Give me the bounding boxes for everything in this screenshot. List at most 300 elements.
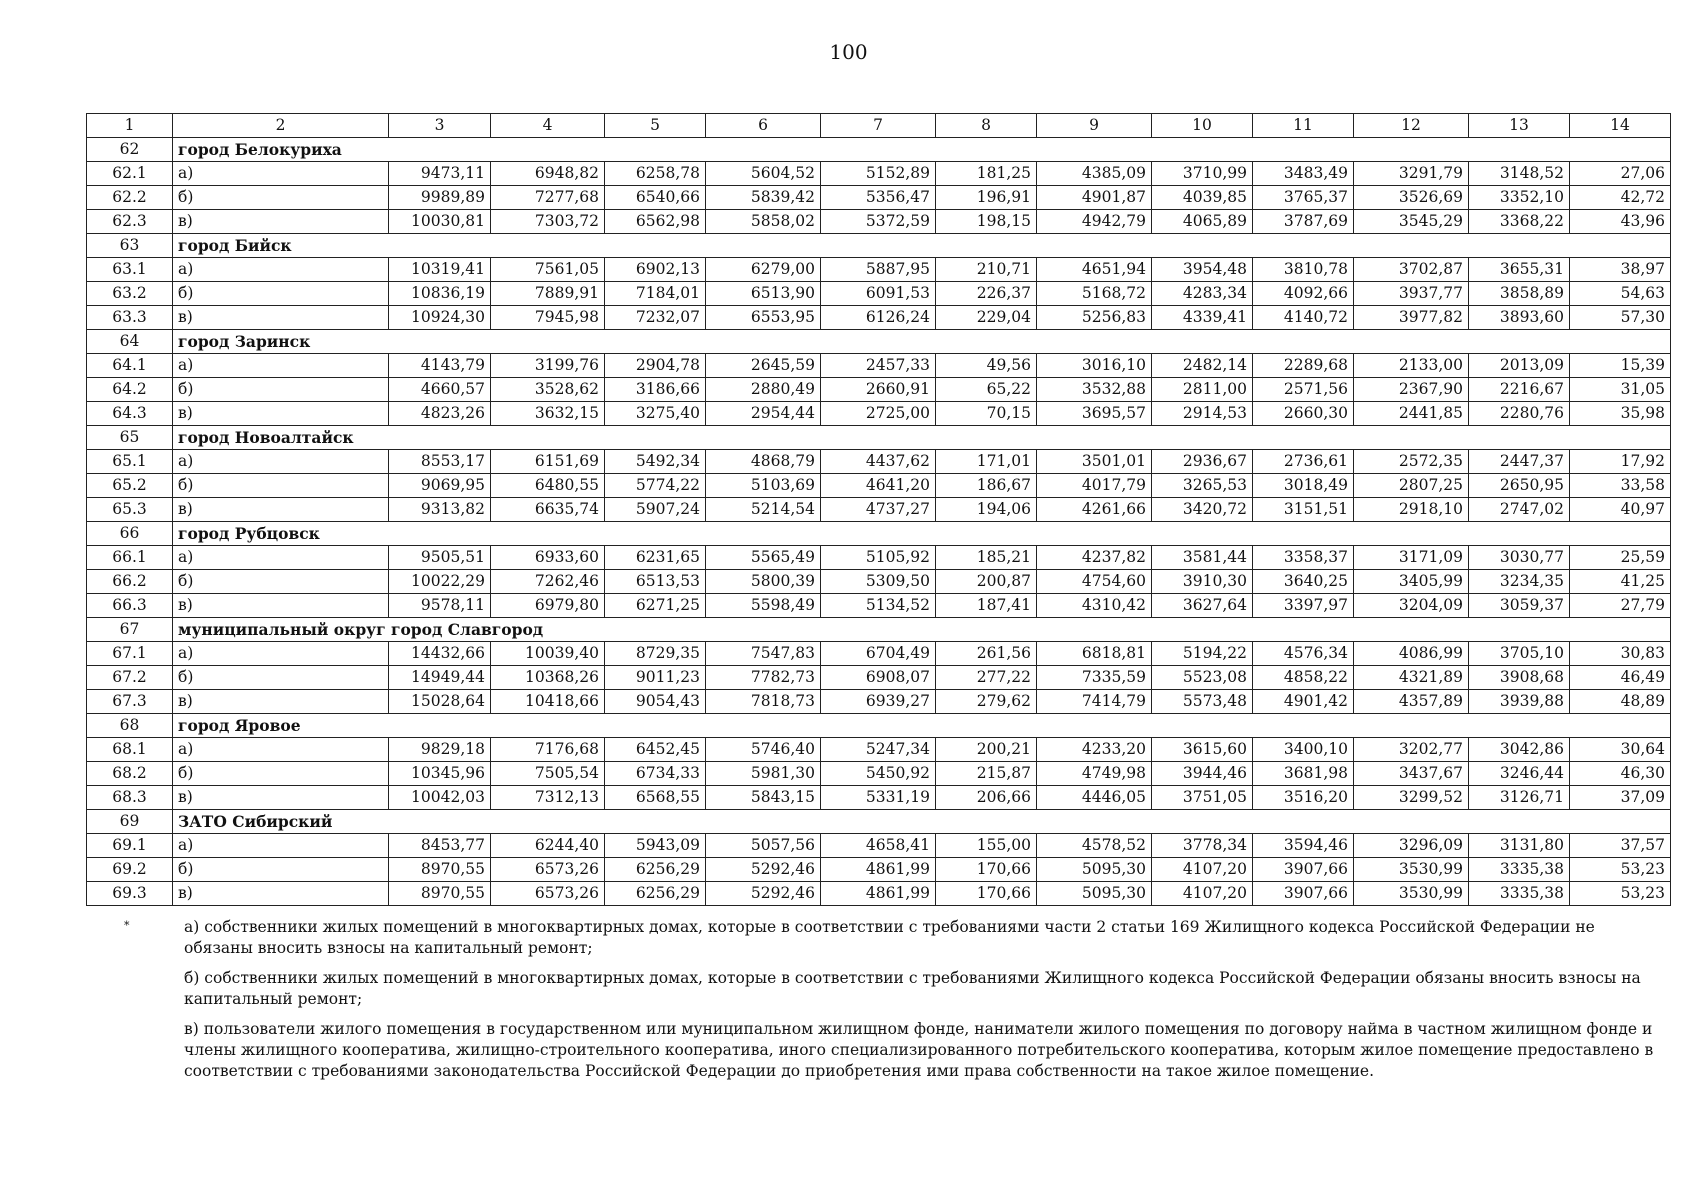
- value-cell: 4092,66: [1253, 282, 1354, 306]
- value-cell: 8729,35: [605, 642, 706, 666]
- value-cell: 6151,69: [491, 450, 605, 474]
- value-cell: 5256,83: [1037, 306, 1152, 330]
- value-cell: 2216,67: [1469, 378, 1570, 402]
- value-cell: 5565,49: [706, 546, 821, 570]
- value-cell: 155,00: [936, 834, 1037, 858]
- row-category: а): [173, 642, 389, 666]
- value-cell: 9054,43: [605, 690, 706, 714]
- value-cell: 3615,60: [1152, 738, 1253, 762]
- value-cell: 2725,00: [821, 402, 936, 426]
- value-cell: 37,09: [1570, 786, 1671, 810]
- value-cell: 3126,71: [1469, 786, 1570, 810]
- column-header: 10: [1152, 114, 1253, 138]
- value-cell: 2650,95: [1469, 474, 1570, 498]
- value-cell: 6948,82: [491, 162, 605, 186]
- value-cell: 5095,30: [1037, 882, 1152, 906]
- footnote-a: а) собственники жилых помещений в многоквартирных домах, которые в соответствии с требованиями части 2 статьи 169 Жилищного кодекса Российской Федерации не обязаны вносить взносы на капитальный ремонт;: [184, 918, 1595, 957]
- row-number: 68.3: [87, 786, 173, 810]
- value-cell: 6818,81: [1037, 642, 1152, 666]
- value-cell: 33,58: [1570, 474, 1671, 498]
- value-cell: 2013,09: [1469, 354, 1570, 378]
- value-cell: 198,15: [936, 210, 1037, 234]
- row-category: в): [173, 594, 389, 618]
- value-cell: 7414,79: [1037, 690, 1152, 714]
- group-number: 62: [87, 138, 173, 162]
- value-cell: 3530,99: [1354, 882, 1469, 906]
- value-cell: 8970,55: [389, 858, 491, 882]
- value-cell: 31,05: [1570, 378, 1671, 402]
- value-cell: 2936,67: [1152, 450, 1253, 474]
- column-header: 1: [87, 114, 173, 138]
- group-name: город Яровое: [173, 714, 1671, 738]
- value-cell: 261,56: [936, 642, 1037, 666]
- value-cell: 2736,61: [1253, 450, 1354, 474]
- value-cell: 9505,51: [389, 546, 491, 570]
- value-cell: 5573,48: [1152, 690, 1253, 714]
- value-cell: 8453,77: [389, 834, 491, 858]
- row-number: 67.1: [87, 642, 173, 666]
- value-cell: 3893,60: [1469, 306, 1570, 330]
- value-cell: 3296,09: [1354, 834, 1469, 858]
- value-cell: 210,71: [936, 258, 1037, 282]
- value-cell: 3977,82: [1354, 306, 1469, 330]
- value-cell: 3787,69: [1253, 210, 1354, 234]
- column-header: 3: [389, 114, 491, 138]
- value-cell: 35,98: [1570, 402, 1671, 426]
- value-cell: 4261,66: [1037, 498, 1152, 522]
- row-category: б): [173, 186, 389, 210]
- row-number: 65.1: [87, 450, 173, 474]
- value-cell: 10418,66: [491, 690, 605, 714]
- value-cell: 5247,34: [821, 738, 936, 762]
- value-cell: 5800,39: [706, 570, 821, 594]
- value-cell: 3291,79: [1354, 162, 1469, 186]
- value-cell: 6540,66: [605, 186, 706, 210]
- value-cell: 5309,50: [821, 570, 936, 594]
- value-cell: 186,67: [936, 474, 1037, 498]
- group-name: ЗАТО Сибирский: [173, 810, 1671, 834]
- row-number: 65.3: [87, 498, 173, 522]
- value-cell: 6091,53: [821, 282, 936, 306]
- group-number: 67: [87, 618, 173, 642]
- row-category: в): [173, 786, 389, 810]
- row-category: а): [173, 738, 389, 762]
- row-category: б): [173, 666, 389, 690]
- value-cell: 42,72: [1570, 186, 1671, 210]
- value-cell: 3358,37: [1253, 546, 1354, 570]
- footnote-b: б) собственники жилых помещений в многоквартирных домах, которые в соответствии с требованиями Жилищного кодекса Российской Федерации обязаны вносить взносы на капитальный ремонт;: [184, 969, 1641, 1008]
- value-cell: 3954,48: [1152, 258, 1253, 282]
- value-cell: 6635,74: [491, 498, 605, 522]
- value-cell: 5858,02: [706, 210, 821, 234]
- group-row: [87, 330, 1671, 354]
- value-cell: 5134,52: [821, 594, 936, 618]
- table-row: [87, 738, 1671, 762]
- value-cell: 6573,26: [491, 858, 605, 882]
- value-cell: 6704,49: [821, 642, 936, 666]
- table-row: [87, 858, 1671, 882]
- row-category: в): [173, 690, 389, 714]
- value-cell: 3528,62: [491, 378, 605, 402]
- value-cell: 5372,59: [821, 210, 936, 234]
- value-cell: 2133,00: [1354, 354, 1469, 378]
- value-cell: 46,49: [1570, 666, 1671, 690]
- value-cell: 3532,88: [1037, 378, 1152, 402]
- value-cell: 2572,35: [1354, 450, 1469, 474]
- value-cell: 187,41: [936, 594, 1037, 618]
- value-cell: 3030,77: [1469, 546, 1570, 570]
- value-cell: 3151,51: [1253, 498, 1354, 522]
- value-cell: 6480,55: [491, 474, 605, 498]
- value-cell: 2660,30: [1253, 402, 1354, 426]
- value-cell: 5194,22: [1152, 642, 1253, 666]
- value-cell: 4749,98: [1037, 762, 1152, 786]
- value-cell: 43,96: [1570, 210, 1671, 234]
- table-row: [87, 594, 1671, 618]
- table-row: [87, 402, 1671, 426]
- value-cell: 4578,52: [1037, 834, 1152, 858]
- value-cell: 277,22: [936, 666, 1037, 690]
- value-cell: 7561,05: [491, 258, 605, 282]
- group-number: 63: [87, 234, 173, 258]
- value-cell: 229,04: [936, 306, 1037, 330]
- value-cell: 3944,46: [1152, 762, 1253, 786]
- row-category: а): [173, 258, 389, 282]
- value-cell: 3202,77: [1354, 738, 1469, 762]
- value-cell: 15,39: [1570, 354, 1671, 378]
- column-header: 2: [173, 114, 389, 138]
- value-cell: 2880,49: [706, 378, 821, 402]
- row-category: в): [173, 402, 389, 426]
- value-cell: 4321,89: [1354, 666, 1469, 690]
- table-row: [87, 282, 1671, 306]
- value-cell: 7277,68: [491, 186, 605, 210]
- value-cell: 181,25: [936, 162, 1037, 186]
- value-cell: 7782,73: [706, 666, 821, 690]
- group-number: 69: [87, 810, 173, 834]
- row-category: в): [173, 210, 389, 234]
- group-row: [87, 234, 1671, 258]
- value-cell: 3702,87: [1354, 258, 1469, 282]
- value-cell: 17,92: [1570, 450, 1671, 474]
- value-cell: 4107,20: [1152, 882, 1253, 906]
- value-cell: 279,62: [936, 690, 1037, 714]
- value-cell: 171,01: [936, 450, 1037, 474]
- value-cell: 4065,89: [1152, 210, 1253, 234]
- value-cell: 3483,49: [1253, 162, 1354, 186]
- row-category: а): [173, 162, 389, 186]
- footnote-c: в) пользователи жилого помещения в государственном или муниципальном жилищном фонде, наниматели жилого помещения по договору найма в частном жилищном фонде и члены жилищного кооператива, жилищно-строительного кооператива, иного специализированного потребительского кооператива, которым жилое помещение предоставлено в соответствии с требованиями законодательства Российской Федерации до приобретения ими права собственности на такое жилое помещение.: [184, 1020, 1654, 1080]
- value-cell: 9473,11: [389, 162, 491, 186]
- value-cell: 25,59: [1570, 546, 1671, 570]
- value-cell: 6231,65: [605, 546, 706, 570]
- value-cell: 3059,37: [1469, 594, 1570, 618]
- value-cell: 4017,79: [1037, 474, 1152, 498]
- group-name: город Бийск: [173, 234, 1671, 258]
- value-cell: 27,06: [1570, 162, 1671, 186]
- value-cell: 2914,53: [1152, 402, 1253, 426]
- value-cell: 3939,88: [1469, 690, 1570, 714]
- value-cell: 196,91: [936, 186, 1037, 210]
- value-cell: 4754,60: [1037, 570, 1152, 594]
- value-cell: 3018,49: [1253, 474, 1354, 498]
- value-cell: 4868,79: [706, 450, 821, 474]
- value-cell: 5292,46: [706, 882, 821, 906]
- value-cell: 7547,83: [706, 642, 821, 666]
- value-cell: 4039,85: [1152, 186, 1253, 210]
- group-number: 68: [87, 714, 173, 738]
- value-cell: 4357,89: [1354, 690, 1469, 714]
- group-number: 66: [87, 522, 173, 546]
- value-cell: 226,37: [936, 282, 1037, 306]
- value-cell: 3695,57: [1037, 402, 1152, 426]
- row-category: а): [173, 546, 389, 570]
- value-cell: 3405,99: [1354, 570, 1469, 594]
- value-cell: 4143,79: [389, 354, 491, 378]
- value-cell: 6908,07: [821, 666, 936, 690]
- value-cell: 6513,53: [605, 570, 706, 594]
- value-cell: 6258,78: [605, 162, 706, 186]
- value-cell: 3516,20: [1253, 786, 1354, 810]
- value-cell: 3627,64: [1152, 594, 1253, 618]
- group-row: [87, 810, 1671, 834]
- value-cell: 10368,26: [491, 666, 605, 690]
- value-cell: 6279,00: [706, 258, 821, 282]
- value-cell: 3907,66: [1253, 858, 1354, 882]
- table-row: [87, 210, 1671, 234]
- value-cell: 2457,33: [821, 354, 936, 378]
- value-cell: 4283,34: [1152, 282, 1253, 306]
- row-category: а): [173, 834, 389, 858]
- value-cell: 6256,29: [605, 858, 706, 882]
- value-cell: 4233,20: [1037, 738, 1152, 762]
- table-row: [87, 546, 1671, 570]
- value-cell: 2904,78: [605, 354, 706, 378]
- row-category: в): [173, 306, 389, 330]
- value-cell: 10039,40: [491, 642, 605, 666]
- value-cell: 7232,07: [605, 306, 706, 330]
- group-name: город Заринск: [173, 330, 1671, 354]
- value-cell: 6452,45: [605, 738, 706, 762]
- value-cell: 2954,44: [706, 402, 821, 426]
- value-cell: 3186,66: [605, 378, 706, 402]
- value-cell: 4651,94: [1037, 258, 1152, 282]
- value-cell: 30,83: [1570, 642, 1671, 666]
- row-number: 66.2: [87, 570, 173, 594]
- value-cell: 49,56: [936, 354, 1037, 378]
- row-number: 63.1: [87, 258, 173, 282]
- value-cell: 3858,89: [1469, 282, 1570, 306]
- value-cell: 5604,52: [706, 162, 821, 186]
- value-cell: 3910,30: [1152, 570, 1253, 594]
- value-cell: 6573,26: [491, 882, 605, 906]
- group-row: [87, 714, 1671, 738]
- value-cell: 3171,09: [1354, 546, 1469, 570]
- group-number: 64: [87, 330, 173, 354]
- value-cell: 5598,49: [706, 594, 821, 618]
- value-cell: 5492,34: [605, 450, 706, 474]
- value-cell: 3204,09: [1354, 594, 1469, 618]
- value-cell: 2660,91: [821, 378, 936, 402]
- value-cell: 4446,05: [1037, 786, 1152, 810]
- value-cell: 5292,46: [706, 858, 821, 882]
- value-cell: 7889,91: [491, 282, 605, 306]
- table-row: [87, 570, 1671, 594]
- value-cell: 6244,40: [491, 834, 605, 858]
- value-cell: 4660,57: [389, 378, 491, 402]
- value-cell: 3710,99: [1152, 162, 1253, 186]
- value-cell: 2482,14: [1152, 354, 1253, 378]
- table-row: [87, 354, 1671, 378]
- row-number: 69.3: [87, 882, 173, 906]
- value-cell: 8970,55: [389, 882, 491, 906]
- row-number: 66.3: [87, 594, 173, 618]
- value-cell: 4737,27: [821, 498, 936, 522]
- value-cell: 3594,46: [1253, 834, 1354, 858]
- value-cell: 3778,34: [1152, 834, 1253, 858]
- value-cell: 8553,17: [389, 450, 491, 474]
- value-cell: 7505,54: [491, 762, 605, 786]
- row-number: 67.2: [87, 666, 173, 690]
- row-number: 63.3: [87, 306, 173, 330]
- value-cell: 4861,99: [821, 858, 936, 882]
- row-category: в): [173, 882, 389, 906]
- value-cell: 3640,25: [1253, 570, 1354, 594]
- value-cell: 3265,53: [1152, 474, 1253, 498]
- header-row: [87, 114, 1671, 138]
- row-number: 69.1: [87, 834, 173, 858]
- column-header: 4: [491, 114, 605, 138]
- value-cell: 3335,38: [1469, 882, 1570, 906]
- value-cell: 5943,09: [605, 834, 706, 858]
- column-header: 11: [1253, 114, 1354, 138]
- value-cell: 5907,24: [605, 498, 706, 522]
- row-number: 65.2: [87, 474, 173, 498]
- value-cell: 3246,44: [1469, 762, 1570, 786]
- value-cell: 3131,80: [1469, 834, 1570, 858]
- value-cell: 37,57: [1570, 834, 1671, 858]
- value-cell: 48,89: [1570, 690, 1671, 714]
- value-cell: 57,30: [1570, 306, 1671, 330]
- row-category: а): [173, 354, 389, 378]
- value-cell: 4901,42: [1253, 690, 1354, 714]
- column-header: 7: [821, 114, 936, 138]
- value-cell: 6979,80: [491, 594, 605, 618]
- group-name: город Новоалтайск: [173, 426, 1671, 450]
- table-row: [87, 186, 1671, 210]
- row-number: 68.2: [87, 762, 173, 786]
- value-cell: 3234,35: [1469, 570, 1570, 594]
- value-cell: 3581,44: [1152, 546, 1253, 570]
- value-cell: 2441,85: [1354, 402, 1469, 426]
- value-cell: 2645,59: [706, 354, 821, 378]
- table-row: [87, 306, 1671, 330]
- value-cell: 14949,44: [389, 666, 491, 690]
- value-cell: 10030,81: [389, 210, 491, 234]
- value-cell: 3042,86: [1469, 738, 1570, 762]
- value-cell: 6513,90: [706, 282, 821, 306]
- value-cell: 7818,73: [706, 690, 821, 714]
- value-cell: 6271,25: [605, 594, 706, 618]
- value-cell: 4658,41: [821, 834, 936, 858]
- row-number: 67.3: [87, 690, 173, 714]
- value-cell: 3352,10: [1469, 186, 1570, 210]
- value-cell: 6902,13: [605, 258, 706, 282]
- row-number: 69.2: [87, 858, 173, 882]
- value-cell: 185,21: [936, 546, 1037, 570]
- column-header: 13: [1469, 114, 1570, 138]
- value-cell: 70,15: [936, 402, 1037, 426]
- value-cell: 2747,02: [1469, 498, 1570, 522]
- value-cell: 54,63: [1570, 282, 1671, 306]
- value-cell: 6562,98: [605, 210, 706, 234]
- table-row: [87, 474, 1671, 498]
- row-number: 64.2: [87, 378, 173, 402]
- row-category: б): [173, 858, 389, 882]
- value-cell: 5057,56: [706, 834, 821, 858]
- row-number: 62.2: [87, 186, 173, 210]
- value-cell: 3751,05: [1152, 786, 1253, 810]
- value-cell: 9069,95: [389, 474, 491, 498]
- row-number: 64.1: [87, 354, 173, 378]
- table-row: [87, 786, 1671, 810]
- value-cell: 4576,34: [1253, 642, 1354, 666]
- value-cell: 40,97: [1570, 498, 1671, 522]
- row-number: 68.1: [87, 738, 173, 762]
- row-number: 66.1: [87, 546, 173, 570]
- value-cell: 5746,40: [706, 738, 821, 762]
- table-row: [87, 498, 1671, 522]
- group-row: [87, 426, 1671, 450]
- value-cell: 53,23: [1570, 858, 1671, 882]
- value-cell: 41,25: [1570, 570, 1671, 594]
- tariff-table: [86, 113, 1671, 906]
- row-number: 62.1: [87, 162, 173, 186]
- table-row: [87, 162, 1671, 186]
- value-cell: 206,66: [936, 786, 1037, 810]
- group-row: [87, 138, 1671, 162]
- value-cell: 10345,96: [389, 762, 491, 786]
- value-cell: 5331,19: [821, 786, 936, 810]
- value-cell: 2280,76: [1469, 402, 1570, 426]
- value-cell: 6734,33: [605, 762, 706, 786]
- column-header: 8: [936, 114, 1037, 138]
- value-cell: 3526,69: [1354, 186, 1469, 210]
- value-cell: 3655,31: [1469, 258, 1570, 282]
- value-cell: 3530,99: [1354, 858, 1469, 882]
- table-row: [87, 642, 1671, 666]
- value-cell: 2447,37: [1469, 450, 1570, 474]
- value-cell: 3400,10: [1253, 738, 1354, 762]
- row-category: б): [173, 282, 389, 306]
- row-number: 64.3: [87, 402, 173, 426]
- row-number: 62.3: [87, 210, 173, 234]
- column-header: 5: [605, 114, 706, 138]
- value-cell: 4339,41: [1152, 306, 1253, 330]
- value-cell: 2807,25: [1354, 474, 1469, 498]
- value-cell: 27,79: [1570, 594, 1671, 618]
- value-cell: 4858,22: [1253, 666, 1354, 690]
- value-cell: 7303,72: [491, 210, 605, 234]
- table-row: [87, 378, 1671, 402]
- row-category: а): [173, 450, 389, 474]
- value-cell: 3810,78: [1253, 258, 1354, 282]
- table-row: [87, 762, 1671, 786]
- group-name: город Рубцовск: [173, 522, 1671, 546]
- table-row: [87, 450, 1671, 474]
- value-cell: 6126,24: [821, 306, 936, 330]
- value-cell: 9829,18: [389, 738, 491, 762]
